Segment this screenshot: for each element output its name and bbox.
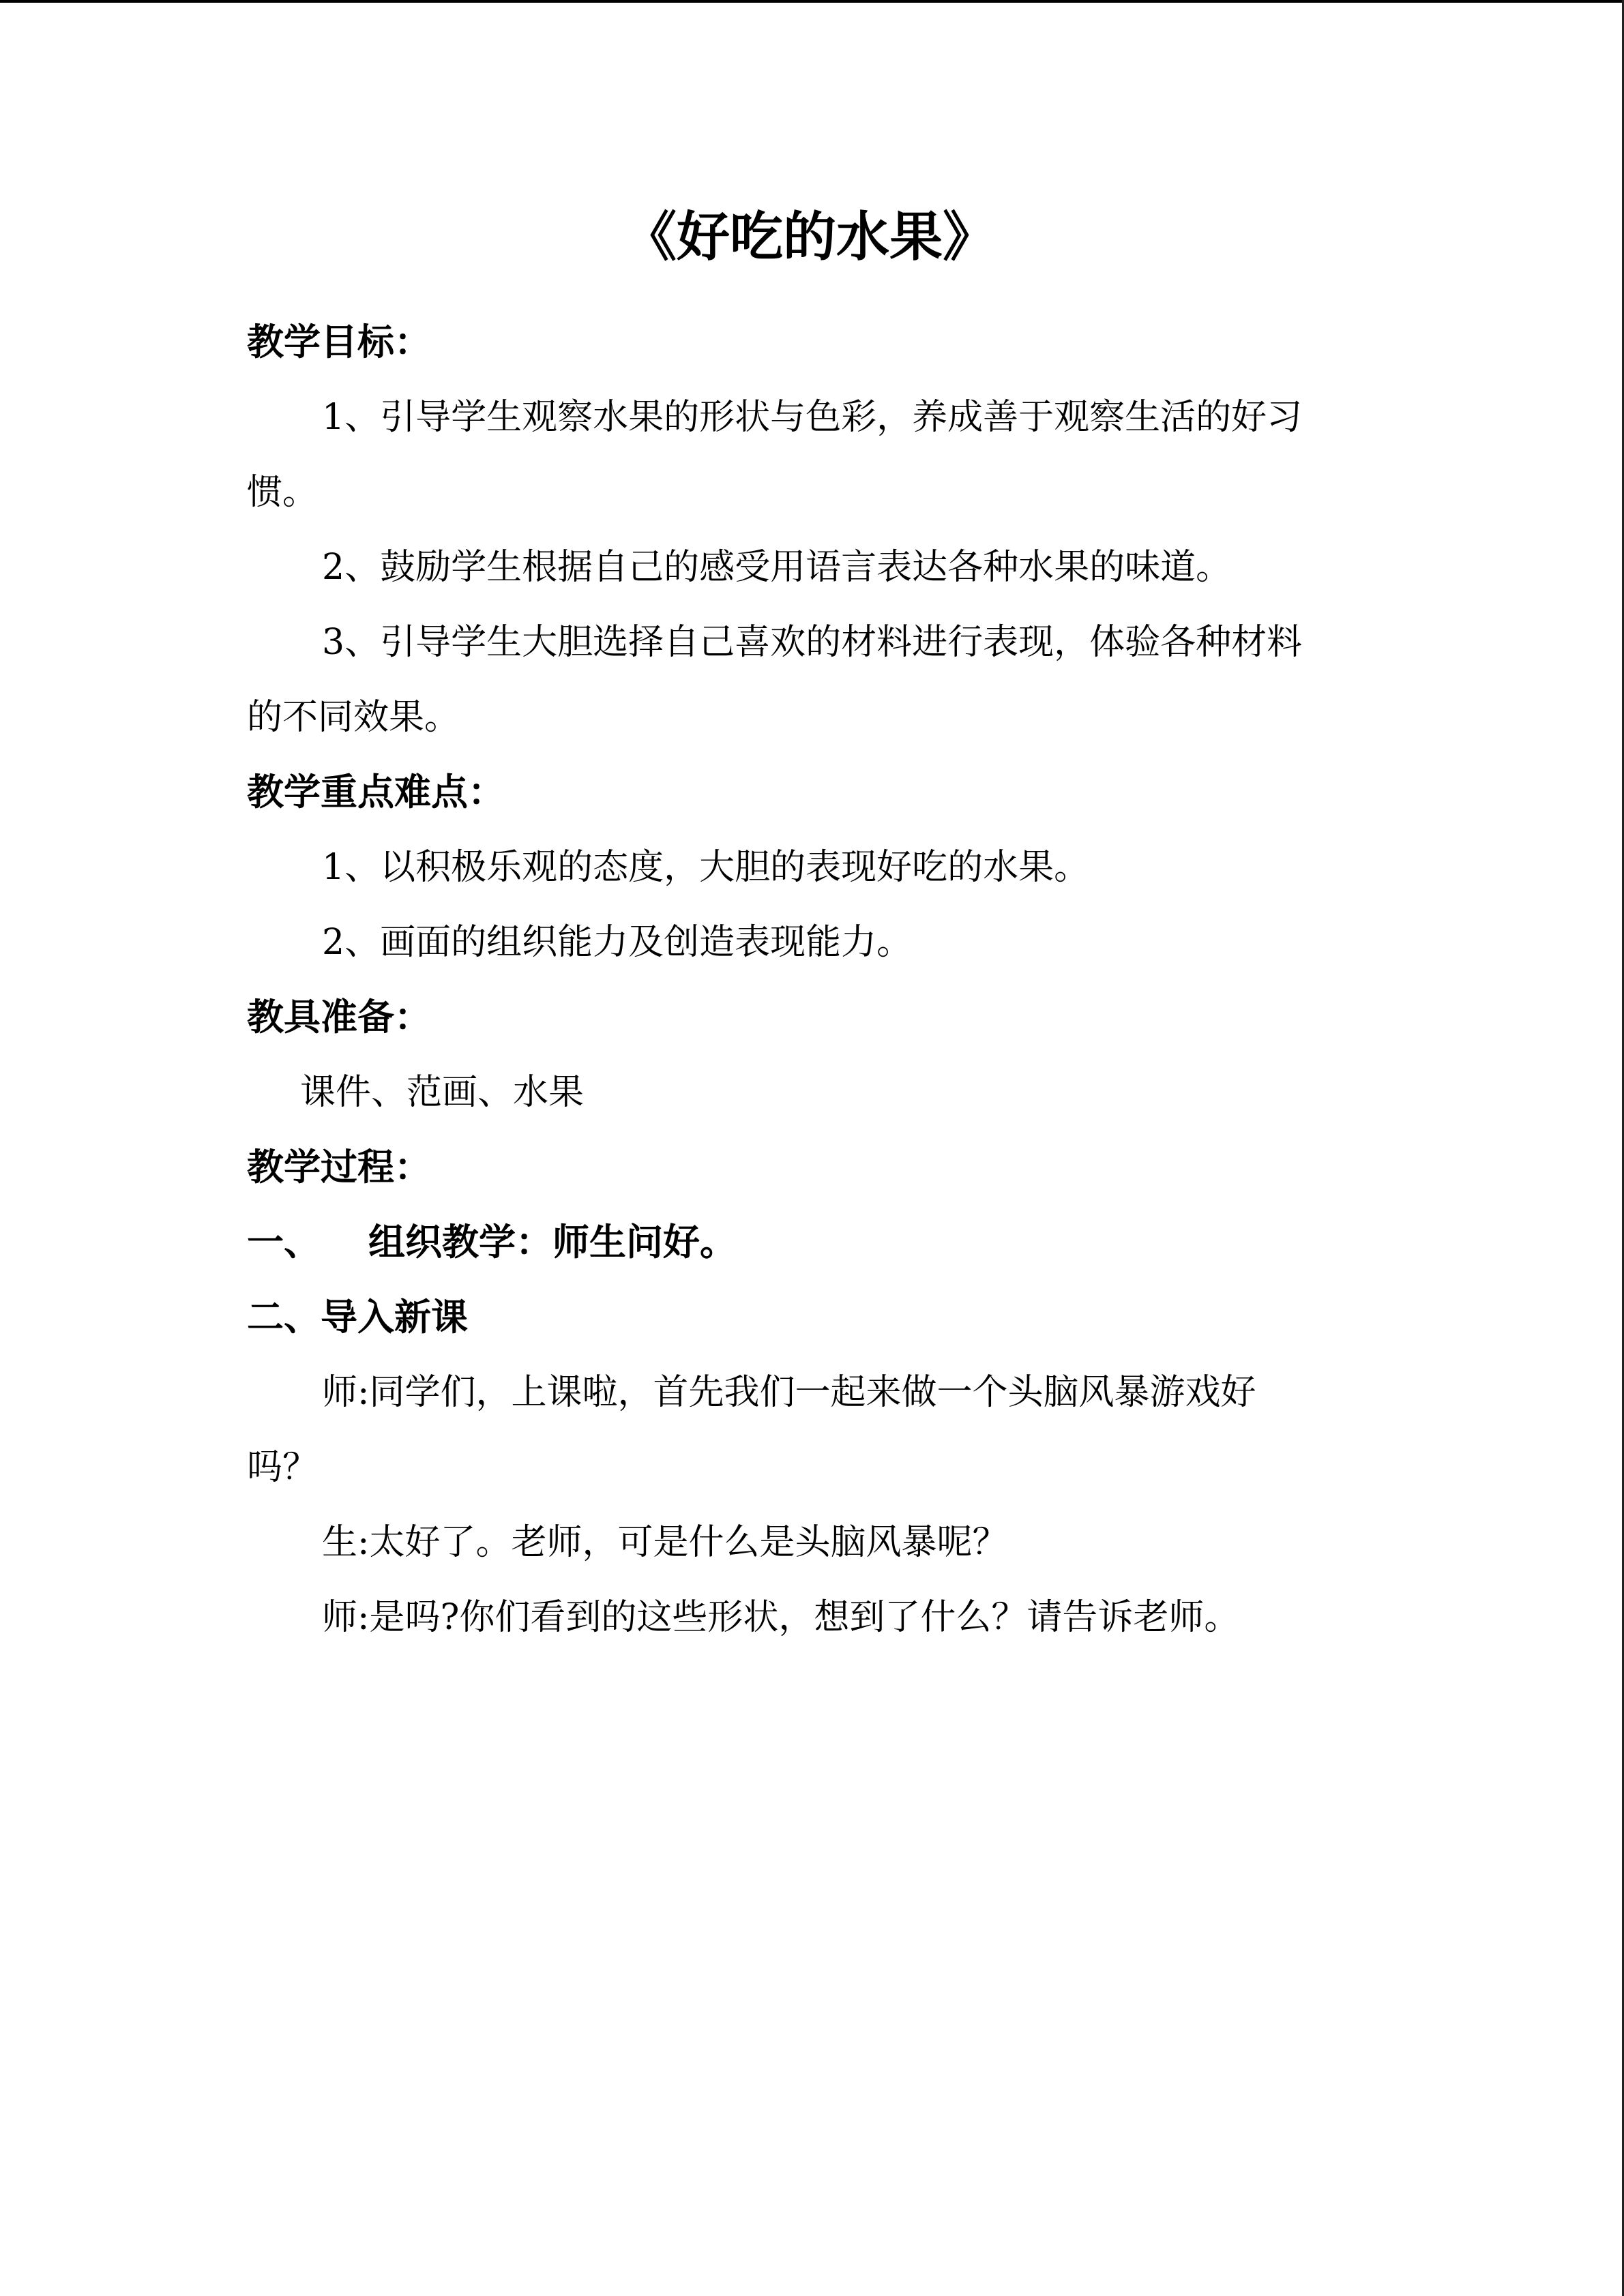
objectives-heading: 教学目标： xyxy=(247,320,431,363)
page-top-border xyxy=(0,0,1624,3)
objective-3-line2: 的不同效果。 xyxy=(247,697,460,738)
step-2: 二、导入新课 xyxy=(247,1296,468,1339)
dialogue-2: 生:太好了。老师，可是什么是头脑风暴呢？ xyxy=(322,1522,1008,1563)
dialogue-1-line2: 吗？ xyxy=(247,1447,319,1488)
key-point-2: 2、画面的组织能力及创造表现能力。 xyxy=(322,922,913,963)
dialogue-3: 师:是吗?你们看到的这些形状，想到了什么？请告诉老师。 xyxy=(322,1597,1240,1638)
document-title: 《好吃的水果》 xyxy=(623,207,996,268)
objective-1-line2: 惯。 xyxy=(247,472,319,513)
objective-3-line1: 3、引导学生大胆选择自己喜欢的材料进行表现，体验各种材料 xyxy=(322,622,1303,663)
step-1 xyxy=(247,1215,1372,1270)
dialogue-1-line1: 师:同学们，上课啦，首先我们一起来做一个头脑风暴游戏好 xyxy=(322,1372,1256,1413)
materials-list: 课件、范画、水果 xyxy=(300,1072,585,1113)
materials-heading: 教具准备： xyxy=(247,996,431,1039)
step-1-text: 组织教学：师生问好。 xyxy=(368,1221,737,1264)
key-points-heading: 教学重点难点： xyxy=(247,771,505,814)
objective-2: 2、鼓励学生根据自己的感受用语言表达各种水果的味道。 xyxy=(322,547,1232,588)
step-1-number: 一、 xyxy=(247,1221,321,1264)
key-point-1: 1、以积极乐观的态度，大胆的表现好吃的水果。 xyxy=(322,847,1090,888)
process-heading: 教学过程： xyxy=(247,1146,431,1189)
objective-1-line1: 1、引导学生观察水果的形状与色彩，养成善于观察生活的好习 xyxy=(322,397,1303,438)
